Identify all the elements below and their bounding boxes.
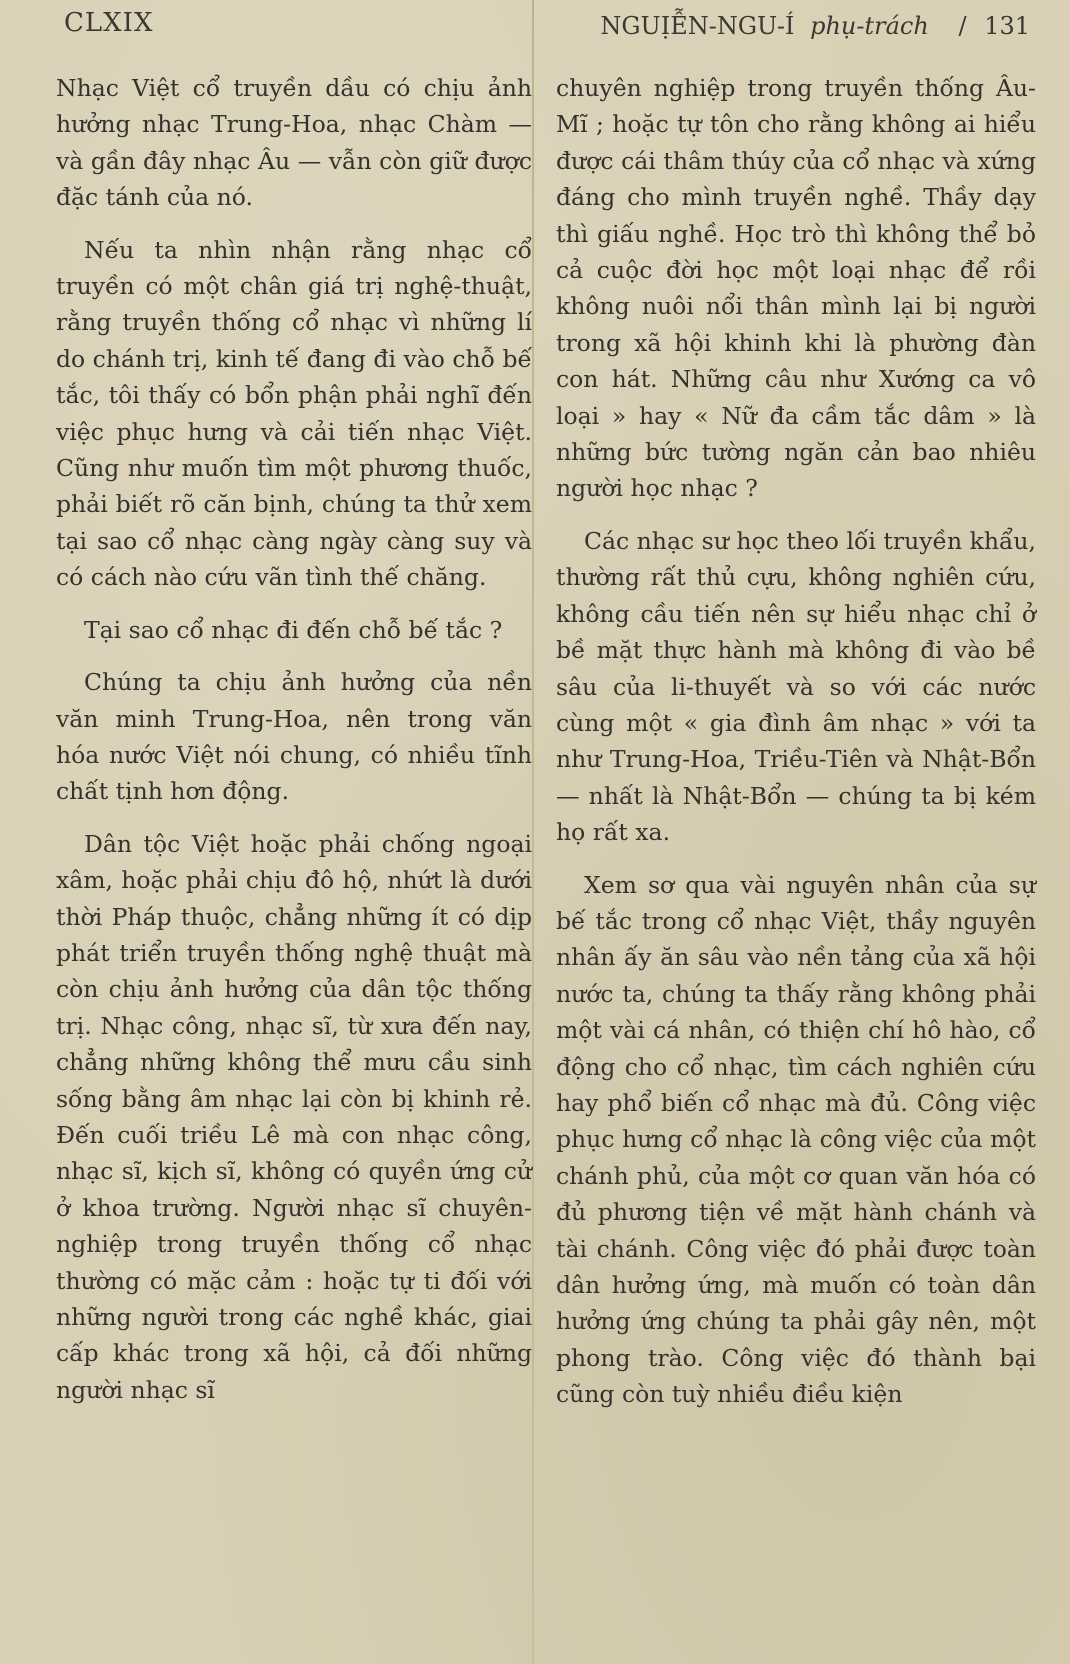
paragraph: Nếu ta nhìn nhận rằng nhạc cổ truyền có một chân giá trị nghệ-thuật, rằng truyền thống cổ nhạc vì những lí do chánh trị, kinh tế đang đi vào chỗ bế tắc, tôi thấy có bổn phận phải nghĩ đến việc phục hưng và cải tiến nhạc Việt. Cũng như muốn tìm một phương thuốc, phải biết rõ căn bịnh, chúng ta thử xem tại sao cổ nhạc càng ngày càng suy và có cách nào cứu vãn tình thế chăng. xyxy=(56,235,532,592)
author-name: NGUỊỄN-NGU-Í xyxy=(600,12,795,40)
left-column xyxy=(56,70,532,1424)
author-role: phụ-trách xyxy=(810,12,929,40)
paragraph: Các nhạc sư học theo lối truyền khẩu, thường rất thủ cựu, không nghiên cứu, không cầu tiến nên sự hiểu nhạc chỉ ở bề mặt thực hành mà không đi vào bề sâu của li-thuyết và so với các nước cùng một « gia đình âm nhạc » với ta như Trung-Hoa, Triều-Tiên và Nhật-Bổn — nhất là Nhật-Bổn — chúng ta bị kém họ rất xa. xyxy=(556,526,1036,847)
paragraph: Xem sơ qua vài nguyên nhân của sự bế tắc trong cổ nhạc Việt, thầy nguyên nhân ấy ăn sâu vào nền tảng của xã hội nước ta, chúng ta thấy rằng không phải một vài cá nhân, có thiện chí hô hào, cổ động cho cổ nhạc, tìm cách nghiên cứu hay phổ biến cổ nhạc mà đủ. Công việc phục hưng cổ nhạc là công việc của một chánh phủ, của một cơ quan văn hóa có đủ phương tiện về mặt hành chánh và tài chánh. Công việc đó phải được toàn dân hưởng ứng, mà muốn có toàn dân hưởng ứng chúng ta phải gây nên, một phong trào. Công việc đó thành bại cũng còn tuỳ nhiều điều kiện xyxy=(556,870,1036,1409)
header-separator: / xyxy=(958,12,967,40)
paragraph: Chúng ta chịu ảnh hưởng của nền văn minh Trung-Hoa, nên trong văn hóa nước Việt nói chung, có nhiều tĩnh chất tịnh hơn động. xyxy=(56,668,532,806)
chapter-roman-numeral: CLXIX xyxy=(64,8,154,38)
right-column xyxy=(556,70,1036,1429)
page-header xyxy=(60,8,1030,48)
column-divider xyxy=(532,0,534,1664)
running-head xyxy=(600,12,1030,40)
page-number: 131 xyxy=(984,12,1030,40)
paragraph: Tại sao cổ nhạc đi đến chỗ bế tắc ? xyxy=(84,615,503,644)
paragraph: Dân tộc Việt hoặc phải chống ngoại xâm, hoặc phải chịu đô hộ, nhứt là dưới thời Pháp thuộc, chẳng những ít có dịp phát triển truyền thống nghệ thuật mà còn chịu ảnh hưởng của dân tộc thống trị. Nhạc công, nhạc sĩ, từ xưa đến nay, chẳng những không thể mưu cầu sinh sống bằng âm nhạc lại còn bị khinh rẻ. Đến cuối triều Lê mà con nhạc công, nhạc sĩ, kịch sĩ, không có quyền ứng cử ở khoa trường. Người nhạc sĩ chuyên-nghiệp trong truyền thống cổ nhạc thường có mặc cảm : hoặc tự ti đối với những người trong các nghề khác, giai cấp khác trong xã hội, cả đối những người nhạc sĩ xyxy=(56,829,532,1404)
paragraph: Nhạc Việt cổ truyền dầu có chịu ảnh hưởng nhạc Trung-Hoa, nhạc Chàm — và gần đây nhạc Âu — vẫn còn giữ được đặc tánh của nó. xyxy=(56,74,532,212)
paragraph: chuyên nghiệp trong truyền thống Âu-Mĩ ; hoặc tự tôn cho rằng không ai hiểu được cái thâm thúy của cổ nhạc và xứng đáng cho mình truyền nghề. Thầy dạy thì giấu nghề. Học trò thì không thể bỏ cả cuộc đời học một loại nhạc để rồi không nuôi nổi thân mình lại bị người trong xã hội khinh khi là phường đàn con hát. Những câu như Xướng ca vô loại » hay « Nữ đa cầm tắc dâm » là những bức tường ngăn cản bao nhiêu người học nhạc ? xyxy=(556,74,1036,503)
